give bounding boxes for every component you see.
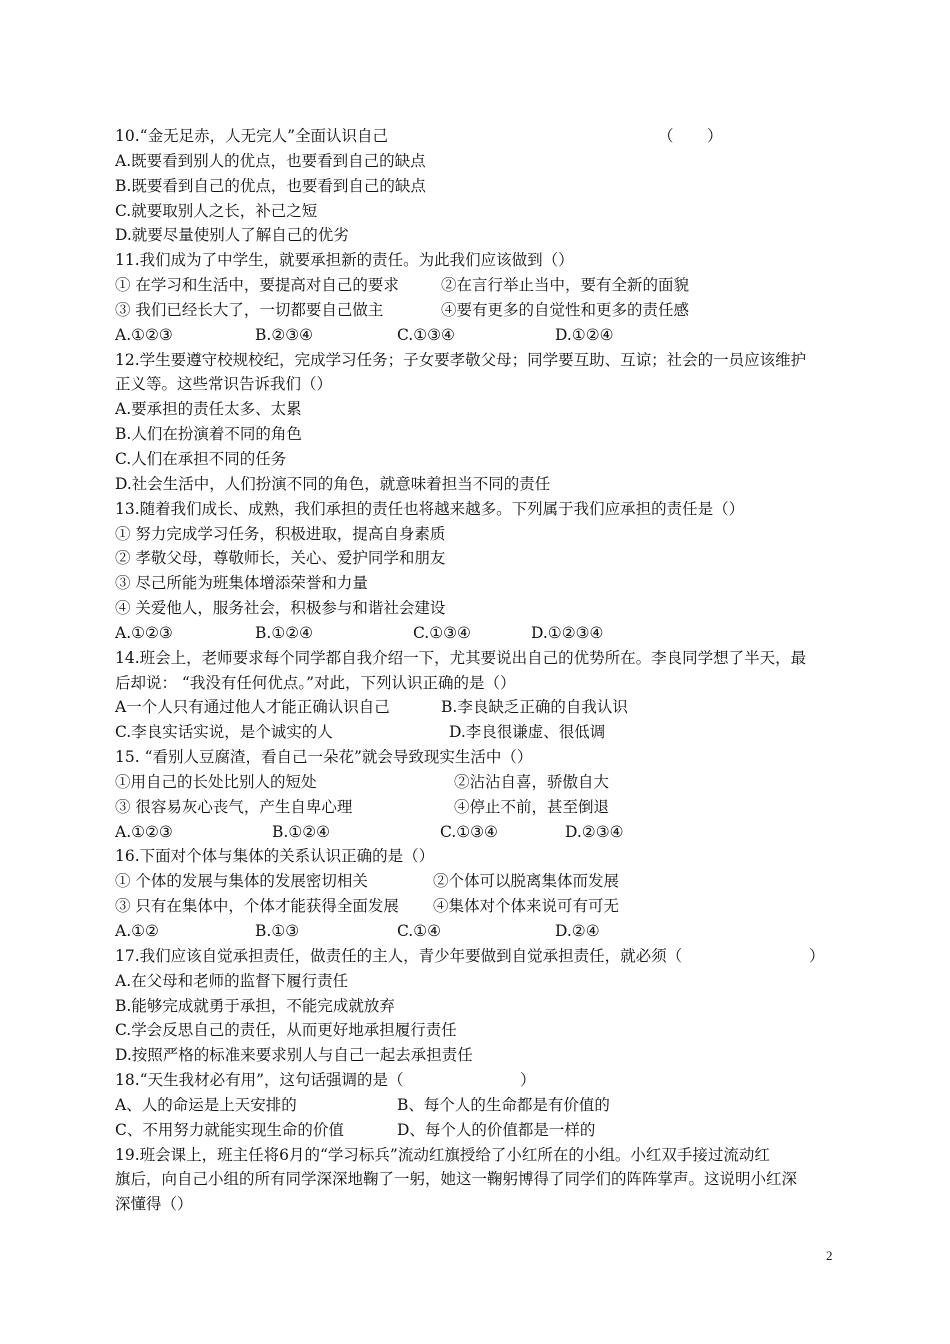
question-15-stem: 15. “看别人豆腐渣，看自己一朵花”就会导致现实生活中（） [115,748,533,767]
question-19-stem-line-3: 深懂得（） [115,1195,193,1214]
item-2: ②沾沾自喜，骄傲自大 [454,772,610,791]
answer-bracket-close: ） [809,946,825,965]
page-number: 2 [826,1248,833,1263]
item-1: ①用自己的长处比别人的短处 [115,772,317,791]
choice-a: A.①②③ [115,623,173,642]
option-b: B.能够完成就勇于承担，不能完成就放弃 [115,996,395,1015]
option-d: D.按照严格的标准来要求别人与自己一起去承担责任 [115,1046,473,1065]
option-b: B.既要看到自己的优点，也要看到自己的缺点 [115,176,426,195]
item-row [115,795,845,820]
option-a: A.要承担的责任太多、太累 [115,400,302,419]
choice-d: D.②④ [555,922,600,940]
item-row [115,770,845,795]
question-stem-text: 18.“天生我材必有用”，这句话强调的是（ [115,1071,404,1090]
question-14-stem-line-1: 14.班会上，老师要求每个同学都自我介绍一下，尤其要说出自己的优势所在。李良同学想了半天，最 [115,648,807,667]
option-row [115,695,845,720]
option-d: D.就要尽量使别人了解自己的优劣 [115,226,349,245]
question-10-stem [115,124,845,149]
option-c: C.学会反思自己的责任，从而更好地承担履行责任 [115,1021,457,1040]
question-18-stem [115,1068,845,1093]
item-row [115,273,845,298]
option-a: A.既要看到别人的优点，也要看到自己的缺点 [115,151,426,170]
option-a: A一个人只有通过他人才能正确认识自己 [115,698,390,717]
choice-b: B.①②④ [255,623,314,642]
item-4: ④集体对个体来说可有可无 [433,897,620,916]
option-c: C.就要取别人之长，补己之短 [115,201,318,220]
question-stem-text: 17.我们应该自觉承担责任，做责任的主人，青少年要做到自觉承担责任，就必须（ [115,946,683,965]
choice-c: C.①③④ [413,623,471,642]
choice-b: B.①②④ [272,822,331,841]
option-c: C.李良实话实说，是个诚实的人 [115,723,333,742]
question-19-stem-line-1: 19.班会课上，班主任将6月的“学习标兵”流动红旗授给了小红所在的小组。小红双手接过流动红 [115,1145,770,1164]
question-stem-text: 10.“金无足赤，人无完人”全面认识自己 [115,127,388,145]
choice-d: D.②③④ [565,822,624,841]
option-row [115,1093,845,1118]
item-1: ① 努力完成学习任务，积极进取，提高自身素质 [115,524,446,543]
question-14-stem-line-2: 后却说： “我没有任何优点。”对此，下列认识正确的是（） [115,673,516,692]
option-c: C、不用努力就能实现生命的价值 [115,1120,344,1139]
exam-page-content [115,124,845,1217]
choice-b: B.②③④ [255,325,314,344]
choice-a: A.①②③ [115,822,173,841]
choice-c: C.①④ [397,922,442,940]
choice-row [115,820,845,845]
option-d: D.李良很谦虚、很低调 [449,723,606,742]
item-4: ④停止不前，甚至倒退 [454,797,610,816]
choice-a: A.①② [115,922,159,940]
item-row [115,869,845,894]
option-d: D、每个人的价值都是一样的 [397,1120,596,1139]
item-2: ② 孝敬父母，尊敬师长，关心、爱护同学和朋友 [115,549,446,568]
choice-row [115,621,845,646]
question-16-stem: 16.下面对个体与集体的关系认识正确的是（） [115,847,435,866]
item-4: ④ 关爱他人，服务社会，积极参与和谐社会建设 [115,599,446,618]
answer-bracket-close: ） [520,1071,536,1090]
item-row [115,298,845,323]
item-1: ① 个体的发展与集体的发展密切相关 [115,872,368,891]
choice-d: D.①②④ [555,325,614,344]
choice-row [115,323,845,348]
item-3: ③ 只有在集体中，个体才能获得全面发展 [115,897,399,916]
option-row [115,1118,845,1143]
choice-c: C.①③④ [397,325,455,344]
item-3: ③ 很容易灰心丧气，产生自卑心理 [115,797,353,816]
item-2: ②个体可以脱离集体而发展 [433,872,620,891]
question-19-stem-line-2: 旗后，向自己小组的所有同学深深地鞠了一躬，她这一鞠躬博得了同学们的阵阵掌声。这说明小红深 [115,1170,798,1189]
choice-d: D.①②③④ [531,623,604,642]
choice-row [115,919,845,944]
option-d: D.社会生活中，人们扮演不同的角色，就意味着担当不同的责任 [115,474,551,493]
option-c: C.人们在承担不同的任务 [115,449,287,468]
option-b: B.李良缺乏正确的自我认识 [441,698,628,717]
item-3: ③ 我们已经长大了，一切都要自己做主 [115,300,384,319]
option-b: B、每个人的生命都是有价值的 [397,1095,610,1114]
answer-bracket-open: （ [658,127,674,145]
choice-c: C.①③④ [440,822,498,841]
option-a: A、人的命运是上天安排的 [115,1095,297,1114]
item-4: ④要有更多的自觉性和更多的责任感 [441,300,690,319]
item-3: ③ 尽己所能为班集体增添荣誉和力量 [115,574,368,593]
question-11-stem: 11.我们成为了中学生，就要承担新的责任。为此我们应该做到（） [115,251,574,270]
question-17-stem [115,944,845,969]
option-row [115,720,845,745]
item-1: ① 在学习和生活中，要提高对自己的要求 [115,276,399,295]
question-12-stem-line-1: 12.学生要遵守校规校纪，完成学习任务；子女要孝敬父母；同学要互助、互谅；社会的一员应该维护 [115,350,807,369]
item-row [115,894,845,919]
question-13-stem: 13.随着我们成长、成熟，我们承担的责任也将越来越多。下列属于我们应承担的责任是（） [115,499,745,518]
item-2: ②在言行举止当中，要有全新的面貌 [441,276,690,295]
question-12-stem-line-2: 正义等。这些常识告诉我们（） [115,375,333,394]
answer-bracket-close: ） [707,127,723,145]
choice-b: B.①③ [255,922,300,940]
choice-a: A.①②③ [115,325,173,344]
option-b: B.人们在扮演着不同的角色 [115,425,302,444]
option-a: A.在父母和老师的监督下履行责任 [115,971,349,990]
